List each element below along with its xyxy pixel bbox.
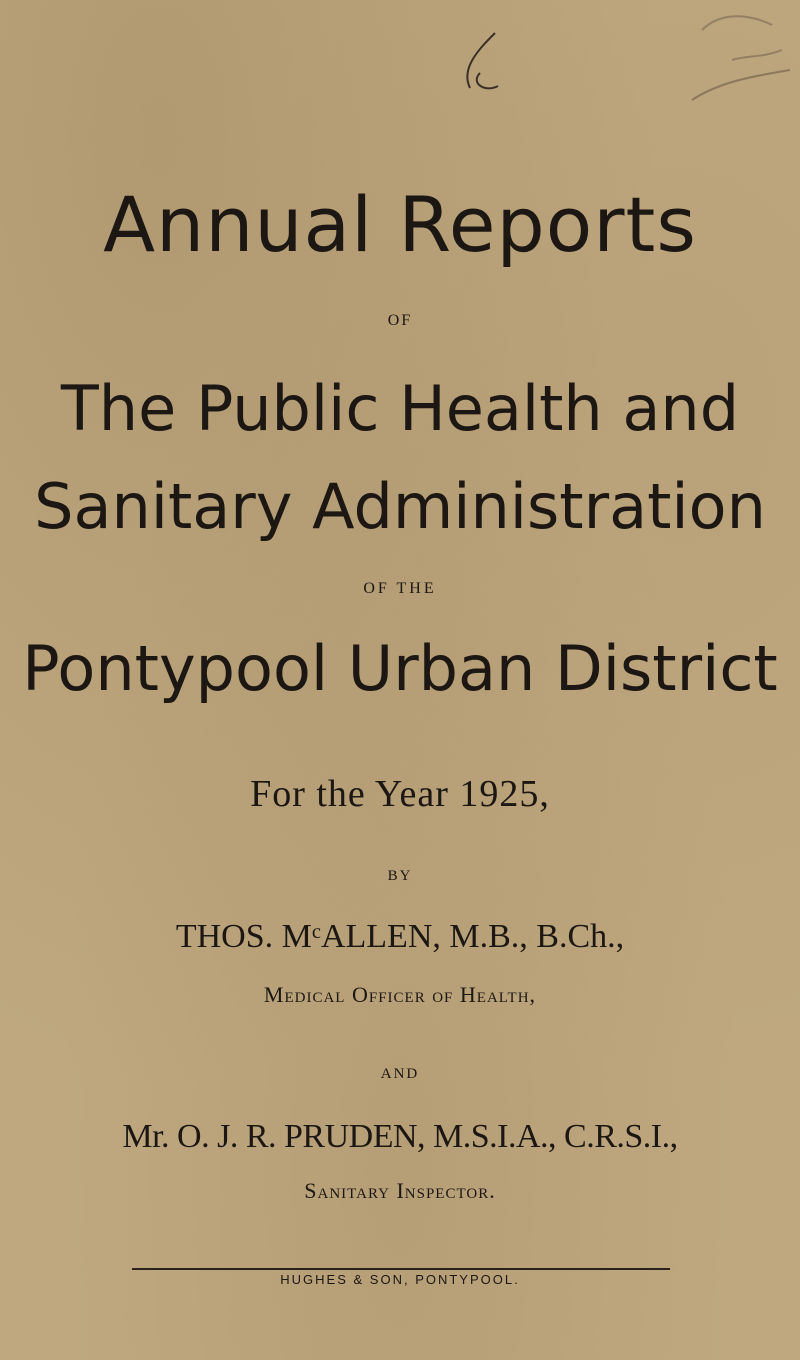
- author-name-rest: ALLEN, M.B., B.Ch.,: [320, 918, 625, 955]
- author-name-prefix: THOS. M: [175, 918, 312, 955]
- report-title: Annual Reports: [103, 180, 697, 269]
- author-name-superscript: c: [311, 920, 321, 943]
- of-the-label: OF THE: [363, 580, 437, 597]
- inspector-name: Mr. O. J. R. PRUDEN, M.S.I.A., C.R.S.I.,: [122, 1118, 678, 1155]
- and-label: AND: [380, 1066, 420, 1082]
- author-name: [0, 918, 800, 956]
- district-name: Pontypool Urban District: [22, 632, 778, 705]
- handwritten-mark-icon: [440, 28, 520, 98]
- printer-imprint: HUGHES & SON, PONTYPOOL.: [280, 1272, 520, 1287]
- faded-stamp-icon: [672, 0, 792, 110]
- subject-line-1: The Public Health and: [60, 372, 740, 445]
- divider-rule: [132, 1268, 670, 1270]
- author-role: Medical Officer of Health,: [263, 982, 537, 1007]
- year-line: For the Year 1925,: [250, 773, 550, 815]
- by-label: BY: [387, 868, 413, 884]
- of-label: OF: [387, 312, 413, 329]
- subject-line-2: Sanitary Administration: [34, 470, 766, 543]
- inspector-role: Sanitary Inspector.: [304, 1178, 496, 1203]
